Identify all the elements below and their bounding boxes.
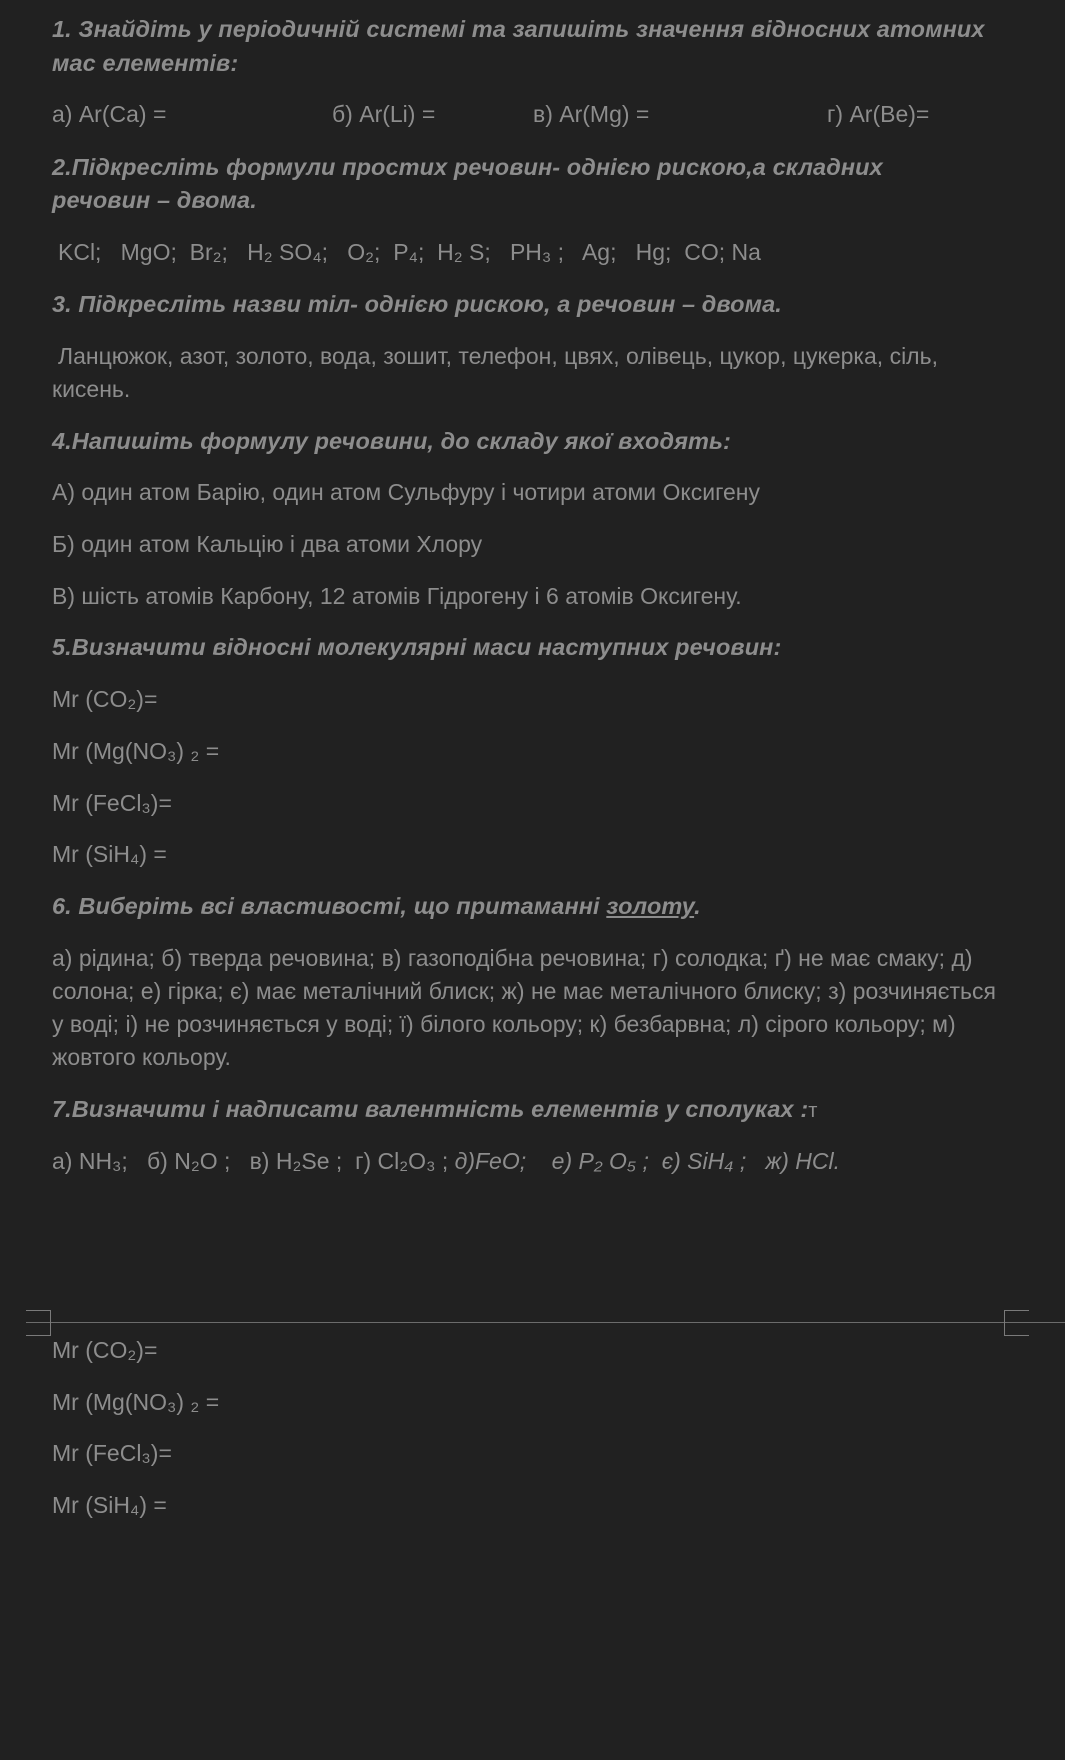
q6-title	[52, 890, 701, 923]
q7-items	[52, 1145, 840, 1178]
q7-title	[52, 1093, 818, 1128]
q5-title: 5.Визначити відносні молекулярні маси наступних речовин:	[52, 634, 782, 660]
q4-item-c: В) шість атомів Карбону, 12 атомів Гідрогену і 6 атомів Оксигену.	[52, 583, 742, 609]
q1-title-line1: 1. Знайдіть у періодичній системі та запишіть значення відносних атомних	[52, 16, 985, 42]
q3-title: 3. Підкресліть назви тіл- однією рискою, а речовин – двома.	[52, 291, 782, 317]
q1-item-b: б) Ar(Li) =	[332, 101, 436, 127]
q1-title-line2: мас елементів:	[52, 50, 239, 76]
page-break-divider	[26, 1322, 1065, 1323]
page2-item-2: Mr (Mg(NO₃) ₂ =	[52, 1389, 220, 1415]
q7-items-plain: а) NH₃; б) N₂O ; в) H₂Se ; г) Cl₂O₃ ;	[52, 1148, 455, 1174]
q5-item-1: Mr (CO₂)=	[52, 686, 158, 712]
q7-title-suffix: т	[808, 1100, 818, 1122]
q2-formulas: KCl; MgO; Br₂; H₂ SO₄; O₂; P₄; H₂ S; PH₃ ; Ag; Hg; CO; Na	[58, 239, 761, 265]
q3-text: Ланцюжок, азот, золото, вода, зошит, телефон, цвях, олівець, цукор, цукерка, сіль, кисень.	[52, 343, 938, 402]
q1-item-d: г) Ar(Be)=	[827, 101, 930, 127]
margin-corner-mark-right	[1004, 1310, 1029, 1336]
q5-item-2: Mr (Mg(NO₃) ₂ =	[52, 738, 220, 764]
q7-items-italic: д)FeO; е) P₂ O₅ ; є) SiH₄ ; ж) HCl.	[454, 1148, 840, 1174]
q2-title-line2: речовин – двома.	[52, 187, 257, 213]
q2-title-line1: 2.Підкресліть формули простих речовин- однією рискою,а складних	[52, 154, 883, 180]
q4-title: 4.Напишіть формулу речовини, до складу якої входять:	[52, 428, 731, 454]
q1-answers-row	[52, 98, 1012, 131]
page2-item-1: Mr (CO₂)=	[52, 1337, 158, 1363]
q4-item-a: А) один атом Барію, один атом Сульфуру і чотири атоми Оксигену	[52, 479, 760, 505]
q6-text: а) рідина; б) тверда речовина; в) газоподібна речовина; г) солодка; ґ) не має смаку; д) солона; е) гірка; є) має металічний блиск; ж) не має металічного блиску; з) розчиняється у воді; і) не розчиняється у воді; ї) білого кольору; к) безбарвна; л) сірого кольору; м) жовтого кольору.	[52, 945, 996, 1070]
q1-item-c: в) Ar(Mg) =	[533, 101, 650, 127]
q6-title-underlined: золоту	[606, 893, 695, 919]
q5-item-3: Mr (FeCl₃)=	[52, 790, 172, 816]
q6-title-end: .	[694, 893, 701, 919]
page2-item-4: Mr (SiH₄) =	[52, 1492, 167, 1518]
margin-corner-mark-left	[26, 1310, 51, 1336]
q6-title-main: 6. Виберіть всі властивості, що притаманні	[52, 893, 607, 919]
q7-title-main: 7.Визначити і надписати валентність елементів у сполуках :	[52, 1096, 809, 1122]
q5-item-4: Mr (SiH₄) =	[52, 841, 167, 867]
page2-item-3: Mr (FeCl₃)=	[52, 1440, 172, 1466]
q1-item-a: а) Ar(Ca) =	[52, 101, 167, 127]
q4-item-b: Б) один атом Кальцію і два атоми Хлору	[52, 531, 483, 557]
